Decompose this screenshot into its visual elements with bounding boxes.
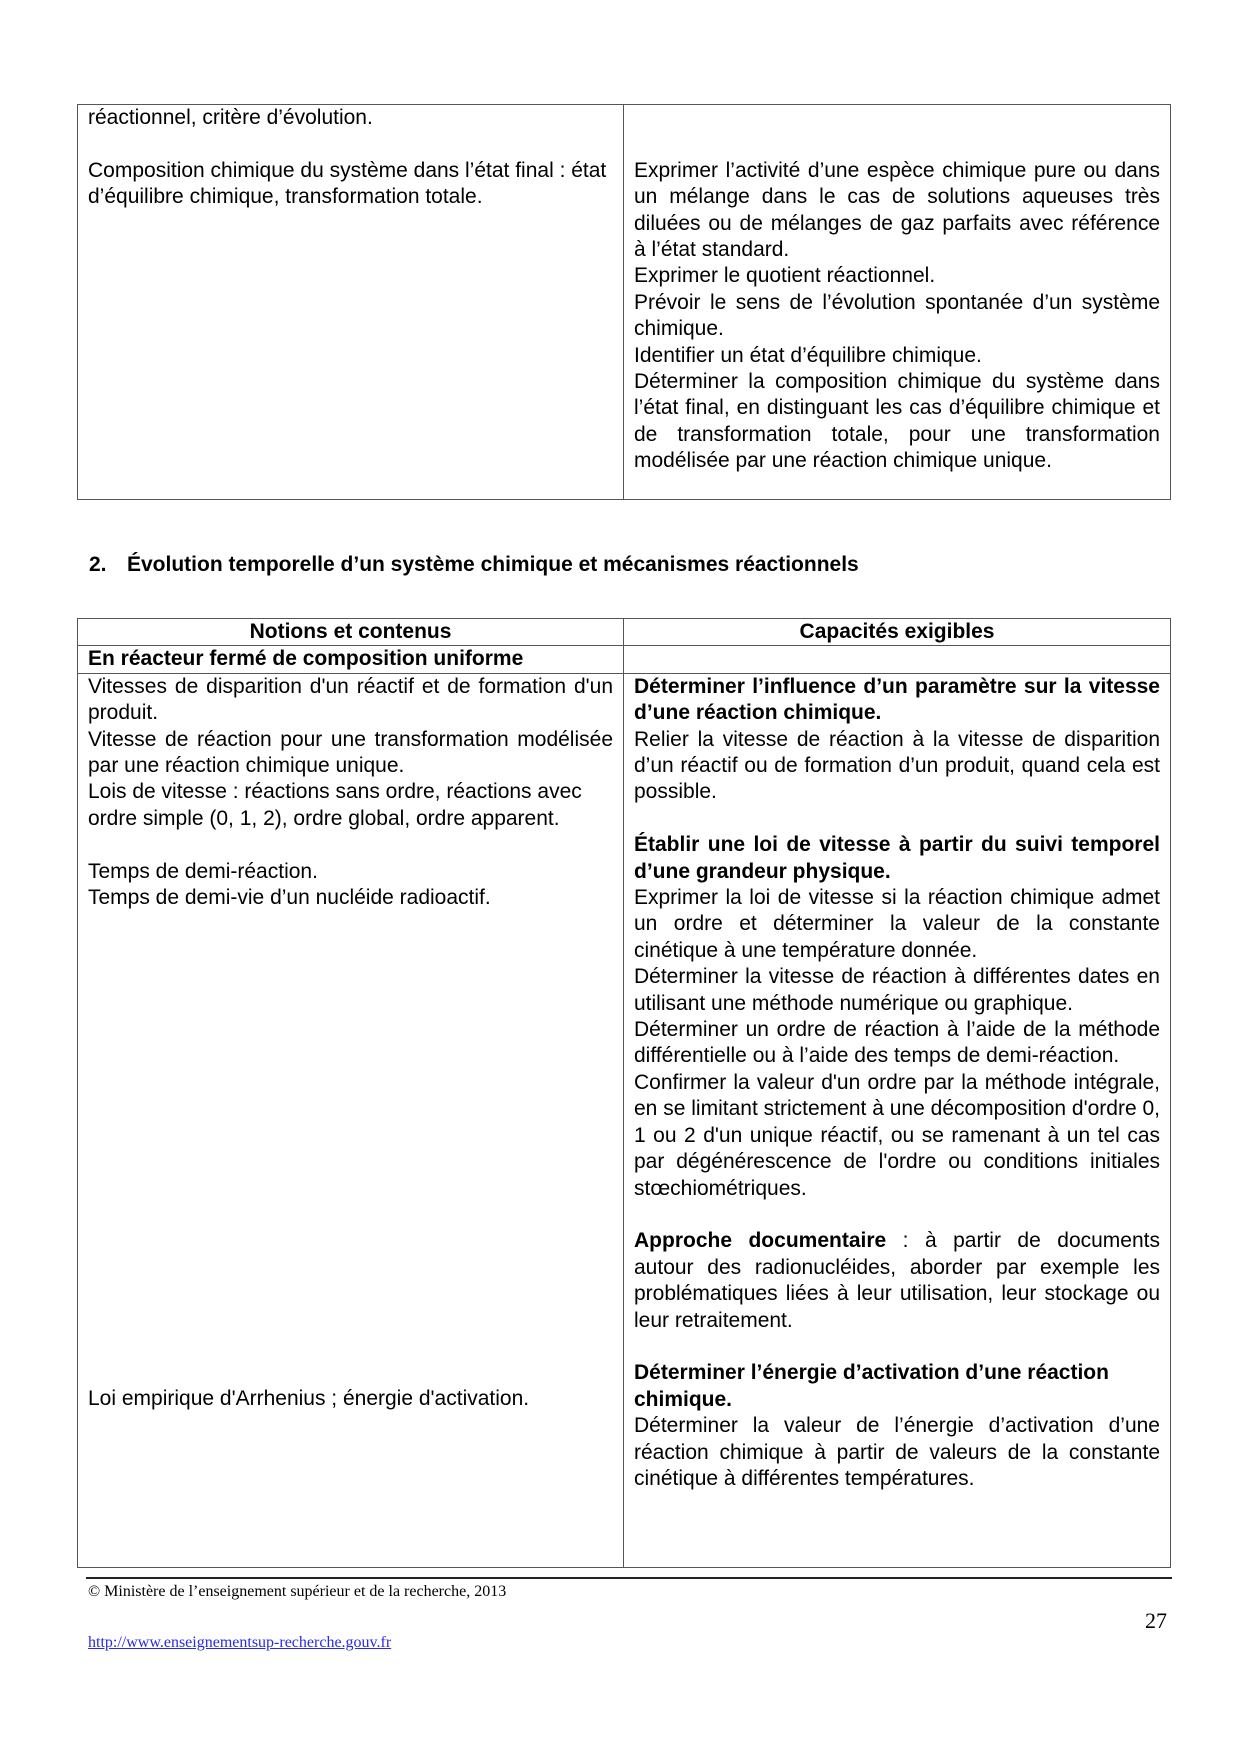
capacite-item: Identifier un état d’équilibre chimique. xyxy=(634,343,982,367)
approche-text: : à partir de documents autour des radionucléides, aborder par exemple les problématiques liées à leur utilisation, leur stockage ou leur retraitement. xyxy=(634,1229,1160,1332)
page-number: 27 xyxy=(1145,1608,1167,1633)
capacite-item: Déterminer un ordre de réaction à l’aide de la méthode différentielle ou à l’aide des temps de demi-réaction. xyxy=(634,1018,1160,1068)
notion-text: réactionnel, critère d’évolution. xyxy=(88,106,373,129)
table-header-row xyxy=(78,619,1171,646)
capacite-item: Déterminer la composition chimique du système dans l’état final, en distinguant les cas d’équilibre chimique et de transformation totale, pour une transformation modélisée par une réaction chimique unique. xyxy=(634,370,1160,473)
notion-text: Vitesse de réaction pour une transformation modélisée par une réaction chimique unique. xyxy=(88,727,613,778)
notions-cell xyxy=(78,673,624,1567)
capacite-item: Déterminer la vitesse de réaction à différentes dates en utilisant une méthode numérique ou graphique. xyxy=(634,965,1160,1015)
subheader-text: En réacteur fermé de composition uniforme xyxy=(78,646,624,673)
capacite-item: Exprimer le quotient réactionnel. xyxy=(634,264,936,288)
capacite-item: Prévoir le sens de l’évolution spontanée d’un système chimique. xyxy=(634,290,1160,341)
notions-cell xyxy=(78,105,624,500)
notion-text: Vitesses de disparition d'un réactif et de formation d'un produit. xyxy=(88,674,613,725)
column-header-capacites: Capacités exigibles xyxy=(624,619,1171,646)
table-subheader-row xyxy=(78,646,1171,673)
capacite-title: Déterminer l’énergie d’activation d’une réaction chimique. xyxy=(634,1361,1109,1411)
section-title: Évolution temporelle d’un système chimique et mécanismes réactionnels xyxy=(127,553,859,576)
capacite-item: Exprimer la loi de vitesse si la réaction chimique admet un ordre et déterminer la valeur de la constante cinétique à une température donnée. xyxy=(634,886,1160,962)
approche-label: Approche documentaire xyxy=(634,1229,887,1253)
table-row xyxy=(78,673,1171,1567)
notion-text: Temps de demi-vie d’un nucléide radioactif. xyxy=(88,886,491,910)
footer-link[interactable]: http://www.enseignementsup-recherche.gouv.fr xyxy=(88,1634,392,1651)
section-number: 2. xyxy=(89,553,107,576)
footer-divider xyxy=(86,1577,1172,1579)
footer-copyright: © Ministère de l’enseignement supérieur et de la recherche, 2013 xyxy=(88,1583,507,1600)
capacite-item: Déterminer la valeur de l’énergie d’activation d’une réaction chimique à partir de valeurs de la constante cinétique à différentes températures. xyxy=(634,1414,1160,1490)
capacite-title: Établir une loi de vitesse à partir du suivi temporel d’une grandeur physique. xyxy=(634,833,1160,883)
capacites-cell xyxy=(624,105,1171,500)
table-continued xyxy=(77,104,1171,500)
section-heading xyxy=(89,553,859,577)
notion-text: Composition chimique du système dans l’état final : état d’équilibre chimique, transformation totale. xyxy=(88,158,607,209)
empty-cell xyxy=(624,646,1171,673)
notion-text: Lois de vitesse : réactions sans ordre, réactions avec ordre simple (0, 1, 2), ordre global, ordre apparent. xyxy=(88,780,582,830)
capacite-title: Déterminer l’influence d’un paramètre sur la vitesse d’une réaction chimique. xyxy=(634,674,1160,725)
capacite-item: Exprimer l’activité d’une espèce chimique pure ou dans un mélange dans le cas de solutions aqueuses très diluées ou de mélanges de gaz parfaits avec référence à l’état standard. xyxy=(634,158,1160,261)
program-table xyxy=(77,618,1171,1568)
approche-documentaire xyxy=(634,1228,1160,1334)
capacite-item: Relier la vitesse de réaction à la vitesse de disparition d’un réactif ou de formation d’un produit, quand cela est possible. xyxy=(634,727,1160,804)
capacite-item: Confirmer la valeur d'un ordre par la méthode intégrale, en se limitant strictement à une décomposition d'ordre 0, 1 ou 2 d'un unique réactif, ou se ramenant à un tel cas par dégénérescence de l'ordre ou conditions initiales stœchiométriques. xyxy=(634,1070,1160,1200)
table-row xyxy=(78,105,1171,500)
notion-text: Temps de demi-réaction. xyxy=(88,859,318,883)
notion-text: Loi empirique d'Arrhenius ; énergie d'activation. xyxy=(88,1387,530,1411)
capacites-cell xyxy=(624,673,1171,1567)
column-header-notions: Notions et contenus xyxy=(78,619,624,646)
